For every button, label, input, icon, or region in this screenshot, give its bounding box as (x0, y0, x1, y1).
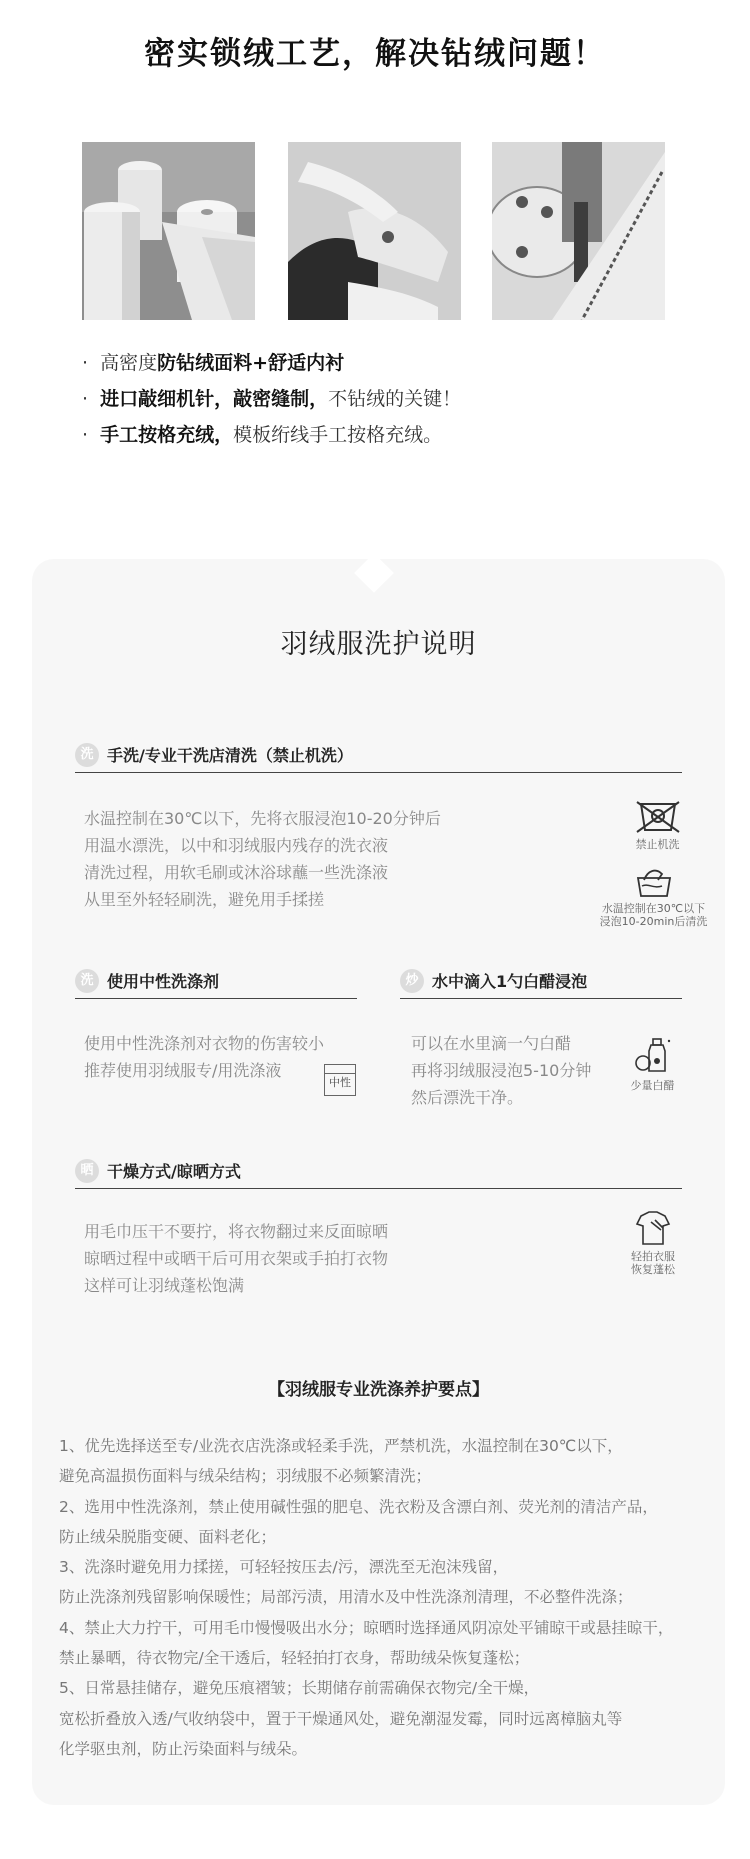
pat-clothes-icon: 轻拍衣服 恢复蓬松 (618, 1210, 688, 1276)
tip-line: 避免高温损伤面料与绒朵结构；羽绒服不必频繁清洗； (59, 1467, 432, 1486)
wash-badge-icon: 洗 (75, 743, 99, 767)
hands-stitching-photo (288, 142, 461, 320)
tip-line: 防止洗涤剂残留影响保暖性；局部污渍，用清水及中性洗涤剂清理，不必整件洗涤； (59, 1588, 633, 1607)
tip-line: 5、日常悬挂储存，避免压痕褶皱；长期储存前需确保衣物完/全干燥， (59, 1679, 540, 1698)
section-detergent-heading: 洗 使用中性洗涤剂 (75, 966, 357, 999)
page-title: 密实锁绒工艺，解决钻绒问题！ (144, 36, 606, 72)
section-handwash-heading: 洗 手洗/专业干洗店清洗（禁止机洗） (75, 740, 682, 773)
section-detergent-text: 使用中性洗涤剂对衣物的伤害较小 推荐使用羽绒服专/用洗涤液 (84, 1034, 325, 1080)
tips-title: 【羽绒服专业洗涤养护要点】 (268, 1380, 489, 1400)
care-title: 羽绒服洗护说明 (280, 629, 477, 660)
tip-line: 2、选用中性洗涤剂，禁止使用碱性强的肥皂、洗衣粉及含漂白剂、荧光剂的清洁产品， (59, 1497, 658, 1516)
tips-list (59, 1431, 673, 1764)
vinegar-badge-icon: 炒 (400, 969, 424, 993)
feature-list (82, 345, 461, 453)
feature-item: · 手工按格充绒，模板绗线手工按格充绒。 (82, 424, 443, 446)
wash-badge-icon: 洗 (75, 969, 99, 993)
tip-line: 3、洗涤时避免用力揉搓，可轻轻按压去/污，漂洗至无泡沫残留， (59, 1558, 509, 1577)
tip-line: 宽松折叠放入透/气收纳袋中，置于干燥通风处，避免潮湿发霉，同时远离樟脑丸等 (59, 1709, 623, 1728)
tip-line: 4、禁止大力拧干，可用毛巾慢慢吸出水分；晾晒时选择通风阴凉处平铺晾干或悬挂晾干， (59, 1618, 674, 1637)
section-drying-text: 用毛巾压干不要拧，将衣物翻过来反面晾晒 晾晒过程中或晒干后可用衣架或手拍打衣物 这样可让羽绒蓬松饱满 (84, 1222, 389, 1295)
tip-line: 防止绒朵脱脂变硬、面料老化； (59, 1527, 277, 1546)
section-drying-heading: 晒 干燥方式/晾晒方式 (75, 1156, 682, 1189)
sewing-machine-photo (492, 142, 665, 320)
vinegar-bottle-icon: 少量白醋 (620, 1035, 685, 1092)
neutral-detergent-icon: 中性 (324, 1064, 356, 1096)
feature-item: · 高密度防钻绒面料+舒适内衬 (82, 352, 345, 374)
no-machine-wash-icon: 禁止机洗 (620, 800, 695, 851)
section-vinegar-text: 可以在水里滴一勺白醋 再将羽绒服浸泡5-10分钟 然后漂洗干净。 (411, 1034, 592, 1107)
section-handwash-text: 水温控制在30℃以下，先将衣服浸泡10-20分钟后 用温水漂洗，以中和羽绒服内残存的洗衣液 清洗过程，用软毛刷或沐浴球蘸一些洗涤液 从里至外轻轻刷洗，避免用手揉搓 (84, 809, 441, 909)
tip-line: 1、优先选择送至专/业洗衣店洗涤或轻柔手洗，严禁机洗，水温控制在30℃以下， (59, 1437, 623, 1455)
sun-badge-icon: 晒 (75, 1159, 99, 1183)
tip-line: 化学驱虫剂，防止污染面料与绒朵。 (59, 1739, 308, 1758)
hand-wash-icon: 水温控制在30℃以下 浸泡10-20min后清洗 (586, 866, 721, 928)
tip-line: 禁止暴晒，待衣物完/全干透后，轻轻拍打衣身，帮助绒朵恢复蓬松； (59, 1649, 530, 1668)
feature-item: · 进口敲细机针，敲密缝制，不钻绒的关键！ (82, 388, 462, 410)
section-vinegar-heading: 炒 水中滴入1勺白醋浸泡 (400, 966, 682, 999)
yarn-spools-photo (82, 142, 255, 320)
